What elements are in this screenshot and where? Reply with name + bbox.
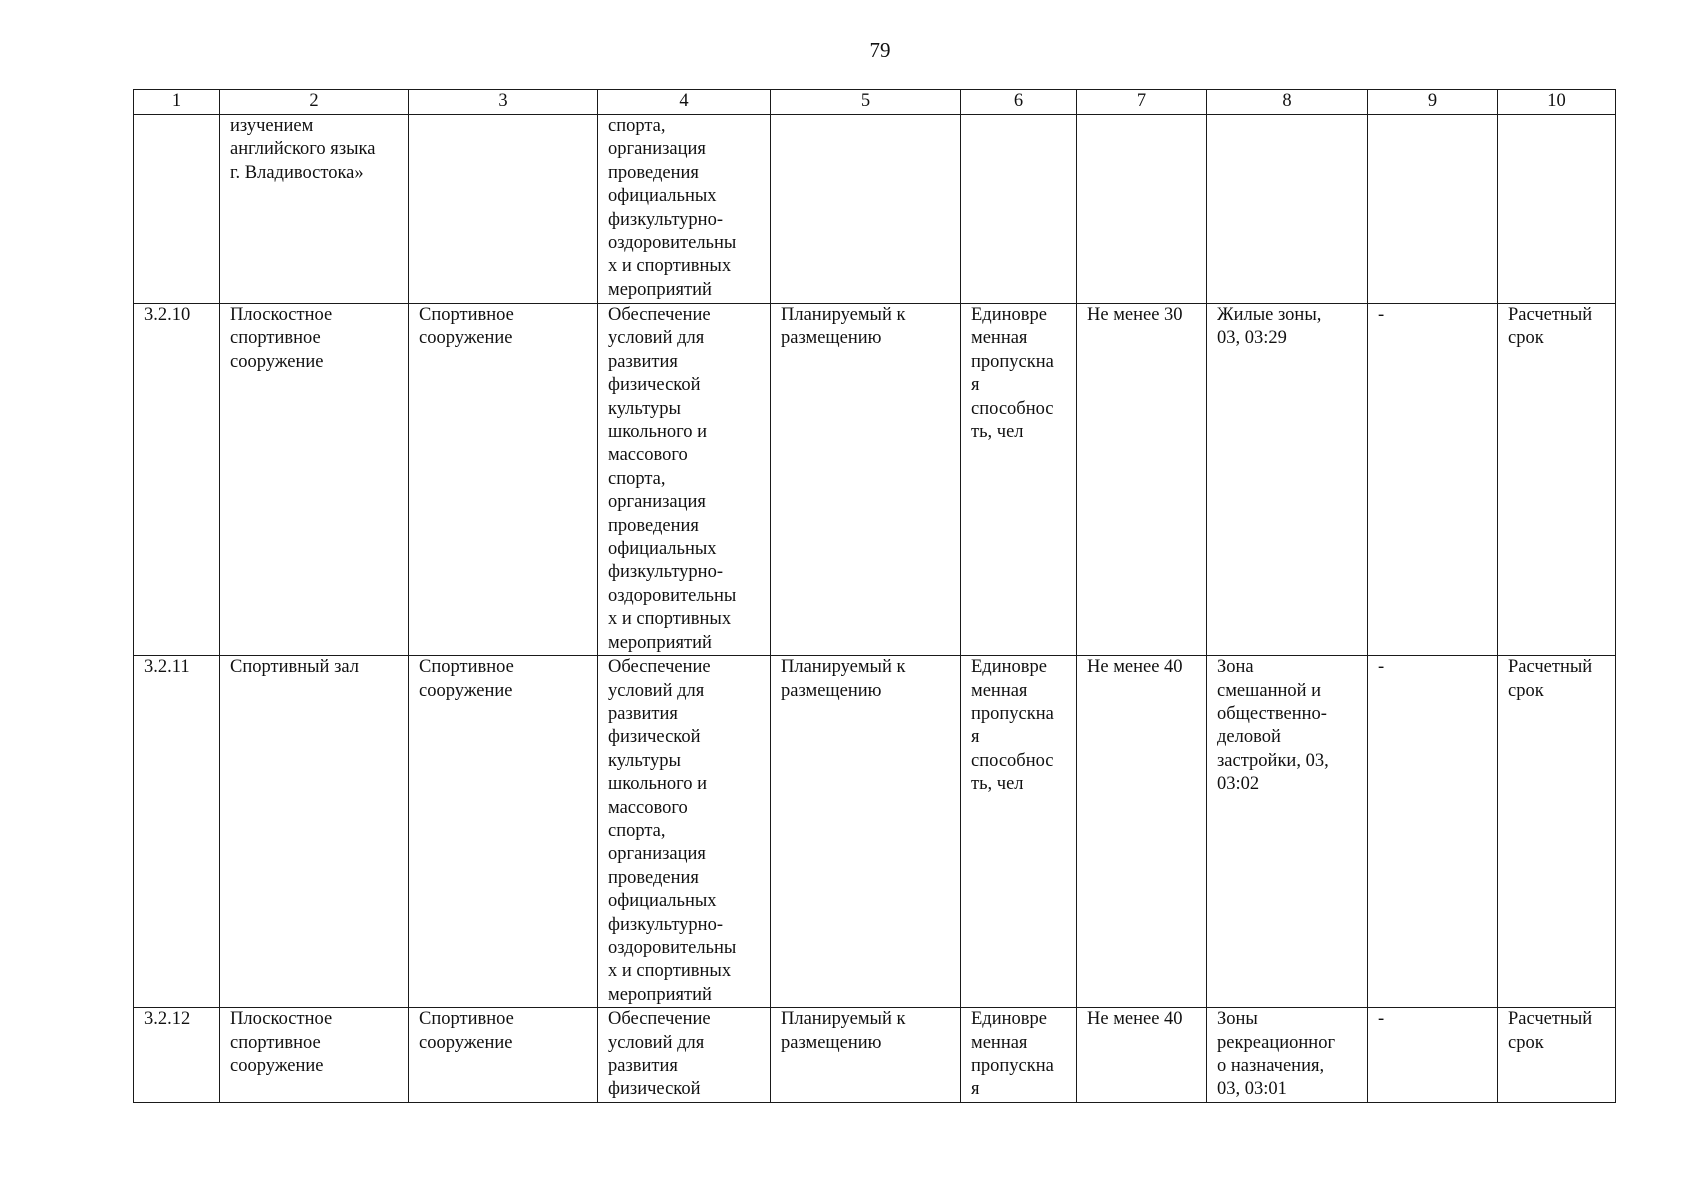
cell-purpose: Обеспечение условий для развития физической культуры школьного и массового спорта, организация проведения официальных физкультурно- оздоровительны х и спортивных мероприятий: [598, 304, 771, 656]
cell-term: Расчетный срок: [1498, 304, 1616, 656]
cell-status: [771, 115, 961, 304]
cell-zone: Зона смешанной и общественно- деловой застройки, 03, 03:02: [1207, 656, 1368, 1008]
cell-object-name: Плоскостное спортивное сооружение: [220, 304, 409, 656]
cell-object-type: Спортивное сооружение: [409, 304, 598, 656]
column-header: 9: [1368, 90, 1498, 115]
cell-zone: [1207, 115, 1368, 304]
column-header: 4: [598, 90, 771, 115]
cell-status: Планируемый к размещению: [771, 656, 961, 1008]
cell-value: [1077, 115, 1207, 304]
column-header: 2: [220, 90, 409, 115]
cell-number: [134, 115, 220, 304]
cell-number: 3.2.11: [134, 656, 220, 1008]
cell-value: Не менее 30: [1077, 304, 1207, 656]
document-table: [133, 89, 1616, 1103]
page-number: 79: [869, 38, 891, 62]
cell-term: [1498, 115, 1616, 304]
cell-object-name: Плоскостное спортивное сооружение: [220, 1008, 409, 1103]
table-row: [134, 1008, 1616, 1103]
cell-term: Расчетный срок: [1498, 1008, 1616, 1103]
column-number-row: [134, 90, 1616, 115]
cell-purpose: спорта, организация проведения официальных физкультурно- оздоровительны х и спортивных мероприятий: [598, 115, 771, 304]
cell-number: 3.2.12: [134, 1008, 220, 1103]
column-header: 3: [409, 90, 598, 115]
table-row: [134, 656, 1616, 1008]
column-header: 10: [1498, 90, 1616, 115]
cell-col9: -: [1368, 656, 1498, 1008]
cell-status: Планируемый к размещению: [771, 304, 961, 656]
column-header: 7: [1077, 90, 1207, 115]
cell-characteristic: Единовре менная пропускна я: [961, 1008, 1077, 1103]
cell-number: 3.2.10: [134, 304, 220, 656]
cell-zone: Зоны рекреационног о назначения, 03, 03:01: [1207, 1008, 1368, 1103]
column-header: 1: [134, 90, 220, 115]
cell-col9: -: [1368, 1008, 1498, 1103]
cell-purpose: Обеспечение условий для развития физической: [598, 1008, 771, 1103]
cell-purpose: Обеспечение условий для развития физической культуры школьного и массового спорта, организация проведения официальных физкультурно- оздоровительны х и спортивных мероприятий: [598, 656, 771, 1008]
cell-object-type: [409, 115, 598, 304]
cell-characteristic: [961, 115, 1077, 304]
cell-characteristic: Единовре менная пропускна я способнос ть, чел: [961, 656, 1077, 1008]
cell-term: Расчетный срок: [1498, 656, 1616, 1008]
table-row: [134, 115, 1616, 304]
cell-characteristic: Единовре менная пропускна я способнос ть, чел: [961, 304, 1077, 656]
cell-object-name: изучением английского языка г. Владивостока»: [220, 115, 409, 304]
column-header: 6: [961, 90, 1077, 115]
table-row: [134, 304, 1616, 656]
column-header: 5: [771, 90, 961, 115]
cell-col9: -: [1368, 304, 1498, 656]
cell-object-type: Спортивное сооружение: [409, 1008, 598, 1103]
cell-col9: [1368, 115, 1498, 304]
column-header: 8: [1207, 90, 1368, 115]
cell-object-name: Спортивный зал: [220, 656, 409, 1008]
cell-status: Планируемый к размещению: [771, 1008, 961, 1103]
cell-value: Не менее 40: [1077, 656, 1207, 1008]
cell-zone: Жилые зоны, 03, 03:29: [1207, 304, 1368, 656]
cell-object-type: Спортивное сооружение: [409, 656, 598, 1008]
cell-value: Не менее 40: [1077, 1008, 1207, 1103]
